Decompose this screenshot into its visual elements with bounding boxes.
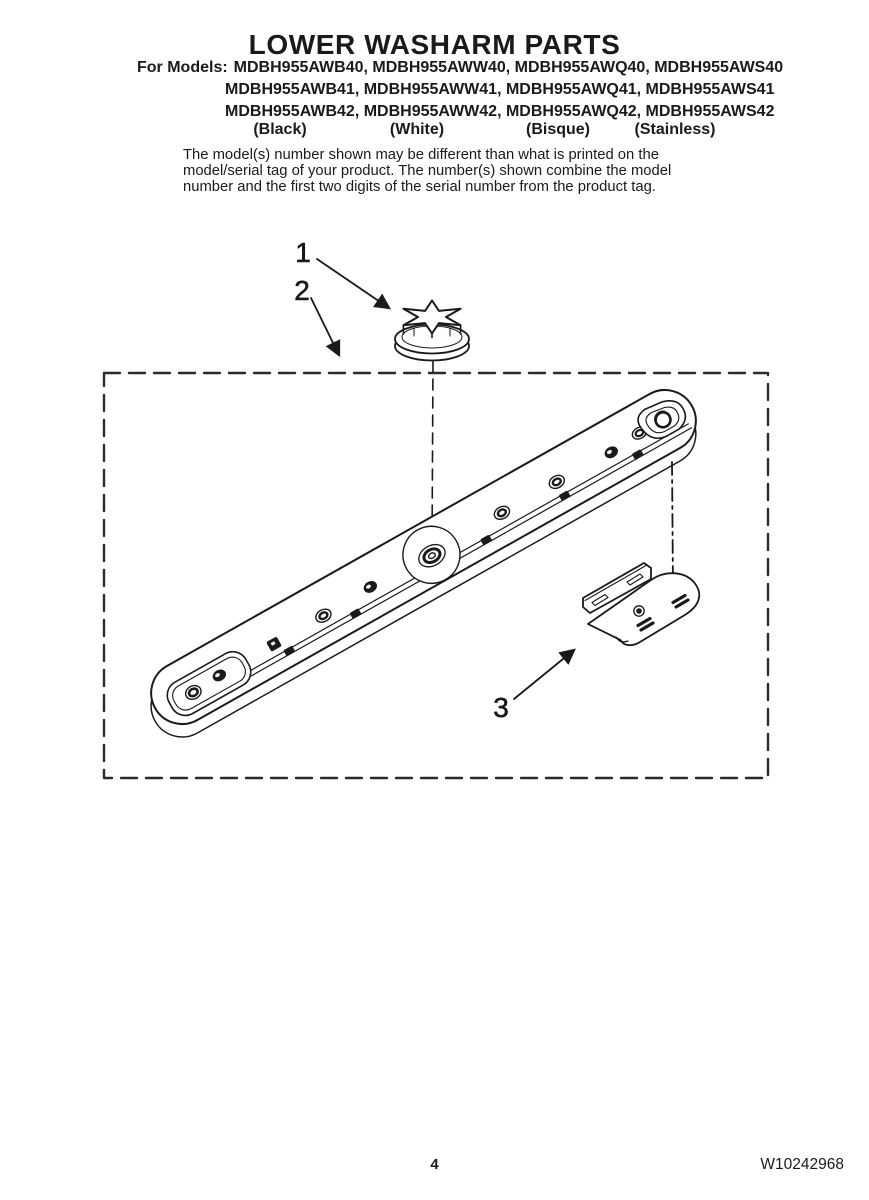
disclaimer-line: number and the first two digits of the serial number from the product tag. <box>183 178 656 195</box>
callout-2-label: 2 <box>294 275 310 306</box>
page-title: LOWER WASHARM PARTS <box>248 29 621 60</box>
document-number: W10242968 <box>760 1156 844 1173</box>
model-row: MDBH955AWB41, MDBH955AWW41, MDBH955AWQ41, MDBH955AWS41 <box>225 81 775 98</box>
disclaimer <box>183 148 703 195</box>
disclaimer-line: The model(s) number shown may be different than what is printed on the <box>183 147 659 163</box>
support-centerline <box>672 462 673 588</box>
parts-diagram <box>0 230 869 800</box>
model-row: MDBH955AWB42, MDBH955AWW42, MDBH955AWQ42, MDBH955AWS42 <box>225 103 775 120</box>
model-row-text: MDBH955AWB40, MDBH955AWW40, MDBH955AWQ40, MDBH955AWS40 <box>233 59 784 76</box>
finish-color-white: (White) <box>389 121 445 138</box>
model-row <box>137 57 783 79</box>
page-number: 4 <box>430 1156 439 1173</box>
models-label: For Models: <box>137 59 228 76</box>
callout-3-arrow <box>514 650 574 699</box>
finish-color-black: (Black) <box>253 121 307 138</box>
washarm-support-illustration <box>583 563 699 645</box>
washarm-cap-illustration <box>395 301 469 361</box>
finish-color-bisque: (Bisque) <box>526 121 590 138</box>
callout-3-label: 3 <box>493 692 509 723</box>
disclaimer-line: model/serial tag of your product. The number(s) shown combine the model <box>183 162 672 179</box>
lower-washarm-illustration <box>134 379 712 748</box>
callout-2-arrow <box>311 298 339 355</box>
model-list <box>137 57 783 123</box>
finish-colors-row <box>0 121 869 141</box>
callout-1-arrow <box>317 259 389 308</box>
callout-1-label: 1 <box>295 237 311 268</box>
finish-color-stainless: (Stainless) <box>634 121 716 138</box>
